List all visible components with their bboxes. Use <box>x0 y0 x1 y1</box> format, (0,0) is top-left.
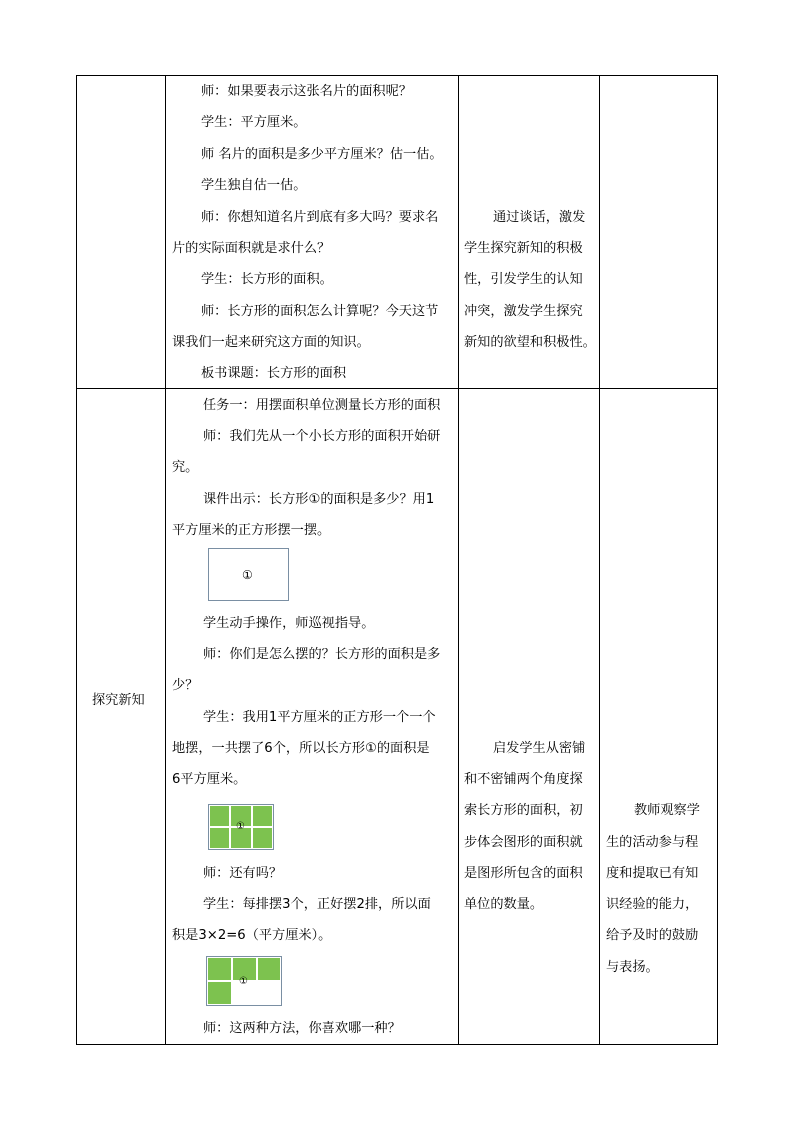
rectangle-figure-1 <box>208 548 289 601</box>
content-line: 学生：长方形的面积。 <box>201 272 333 287</box>
intent-line: 和不密铺两个角度探 <box>464 772 583 787</box>
unit-square <box>252 805 273 827</box>
content-line: 学生：每排摆3个，正好摆2排，所以面 <box>203 897 431 912</box>
tiled-rectangle-figure-2 <box>208 804 274 850</box>
content-line: 积是3×2=6（平方厘米）。 <box>172 928 332 943</box>
intent-line: 性，引发学生的认知 <box>464 272 583 287</box>
unit-square <box>207 957 232 981</box>
figure-label: ① <box>236 821 245 832</box>
note-line: 给予及时的鼓励 <box>606 928 699 943</box>
table-bottom-border <box>76 1044 718 1045</box>
content-line: 板书课题：长方形的面积 <box>201 366 347 381</box>
partially-tiled-rectangle-figure-3 <box>206 956 282 1006</box>
row-divider <box>76 388 718 389</box>
note-line: 教师观察学 <box>634 803 700 818</box>
content-line: 学生：平方厘米。 <box>201 115 307 130</box>
figure-label: ① <box>242 568 253 582</box>
intent-line: 冲突，激发学生探究 <box>464 304 583 319</box>
note-line: 生的活动参与程 <box>606 835 699 850</box>
unit-square <box>207 981 232 1005</box>
table-left-border <box>76 75 77 1045</box>
content-line: 任务一：用摆面积单位测量长方形的面积 <box>203 398 441 413</box>
intent-line: 索长方形的面积，初 <box>464 803 583 818</box>
unit-square <box>209 805 230 827</box>
content-line: 地摆，一共摆了6个，所以长方形①的面积是 <box>172 741 430 756</box>
intent-line: 通过谈话，激发 <box>493 210 586 225</box>
content-line: 师：如果要表示这张名片的面积呢？ <box>201 84 412 99</box>
intent-line: 学生探究新知的积极 <box>464 241 583 256</box>
content-line: 6平方厘米。 <box>172 772 247 787</box>
unit-square <box>209 827 230 849</box>
column-divider-3 <box>599 75 600 1045</box>
note-line: 度和提取已有知 <box>606 866 699 881</box>
content-line: 师：我们先从一个小长方形的面积开始研 <box>203 429 441 444</box>
content-line: 师 名片的面积是多少平方厘米？估一估。 <box>201 147 443 162</box>
content-line: 平方厘米的正方形摆一摆。 <box>172 523 331 538</box>
intent-line: 新知的欲望和积极性。 <box>464 335 596 350</box>
unit-square <box>252 827 273 849</box>
intent-line: 是图形所包含的面积 <box>464 866 583 881</box>
content-line: 师：长方形的面积怎么计算呢？今天这节 <box>201 304 439 319</box>
content-line: 究。 <box>172 460 199 475</box>
table-right-border <box>717 75 718 1045</box>
intent-line: 步体会图形的面积就 <box>464 835 583 850</box>
content-line: 少？ <box>172 678 199 693</box>
figure-label: ① <box>239 976 248 987</box>
stage-label: 探究新知 <box>92 693 145 708</box>
intent-line: 单位的数量。 <box>464 897 544 912</box>
content-line: 课我们一起来研究这方面的知识。 <box>172 335 370 350</box>
intent-line: 启发学生从密铺 <box>493 741 586 756</box>
column-divider-2 <box>458 75 459 1045</box>
content-line: 学生独自估一估。 <box>201 178 307 193</box>
note-line: 识经验的能力， <box>606 897 699 912</box>
content-line: 片的实际面积就是求什么？ <box>172 241 331 256</box>
content-line: 学生：我用1平方厘米的正方形一个一个 <box>203 710 436 725</box>
content-line: 师：还有吗？ <box>203 866 283 881</box>
column-divider-1 <box>165 75 166 1045</box>
unit-square <box>257 957 281 981</box>
table-top-border <box>76 75 718 76</box>
content-line: 学生动手操作，师巡视指导。 <box>203 616 375 631</box>
content-line: 师：你们是怎么摆的？长方形的面积是多 <box>203 647 441 662</box>
content-line: 课件出示：长方形①的面积是多少？用1 <box>203 492 435 507</box>
note-line: 与表扬。 <box>606 960 659 975</box>
content-line: 师：你想知道名片到底有多大吗？要求名 <box>201 210 439 225</box>
content-line: 师：这两种方法，你喜欢哪一种？ <box>203 1021 401 1036</box>
